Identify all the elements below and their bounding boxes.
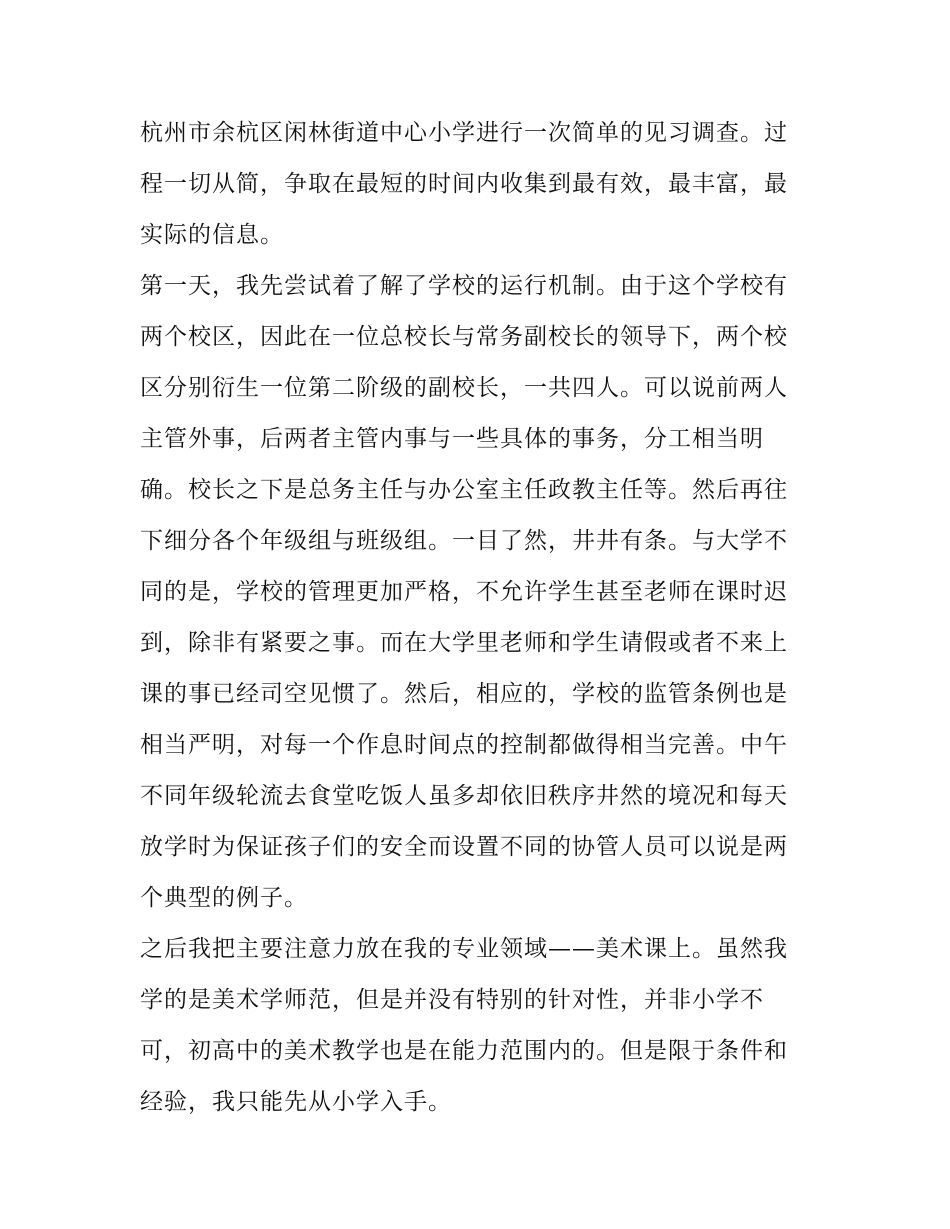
text-line: 程一切从简，争取在最短的时间内收集到最有效，最丰富，最 <box>140 171 788 197</box>
text-line: 相当严明，对每一个作息时间点的控制都做得相当完善。中午 <box>140 732 788 758</box>
text-line: 学的是美术学师范，但是并没有特别的针对性，并非小学不 <box>140 987 764 1013</box>
paragraph-first-day <box>140 261 820 924</box>
text-line: 不同年级轮流去食堂吃饭人虽多却依旧秩序井然的境况和每天 <box>140 783 788 809</box>
text-line: 主管外事，后两者主管内事与一些具体的事务，分工相当明 <box>140 426 764 452</box>
paragraph-intro <box>140 108 820 261</box>
text-line: 到，除非有紧要之事。而在大学里老师和学生请假或者不来上 <box>140 630 788 656</box>
text-line: 实际的信息。 <box>140 222 284 248</box>
text-line: 放学时为保证孩子们的安全而设置不同的协管人员可以说是两 <box>140 834 788 860</box>
paragraph-art-class <box>140 924 820 1128</box>
text-line: 个典型的例子。 <box>140 885 308 911</box>
text-line: 之后我把主要注意力放在我的专业领域——美术课上。虽然我 <box>140 936 788 962</box>
document-body <box>140 108 820 1128</box>
text-line: 杭州市余杭区闲林街道中心小学进行一次简单的见习调查。过 <box>140 120 788 146</box>
text-line: 经验，我只能先从小学入手。 <box>140 1089 452 1115</box>
text-line: 区分别衍生一位第二阶级的副校长，一共四人。可以说前两人 <box>140 375 788 401</box>
text-line: 课的事已经司空见惯了。然后，相应的，学校的监管条例也是 <box>140 681 788 707</box>
text-line: 第一天，我先尝试着了解了学校的运行机制。由于这个学校有 <box>140 273 788 299</box>
text-line: 下细分各个年级组与班级组。一目了然，井井有条。与大学不 <box>140 528 788 554</box>
text-line: 同的是，学校的管理更加严格，不允许学生甚至老师在课时迟 <box>140 579 788 605</box>
text-line: 可，初高中的美术教学也是在能力范围内的。但是限于条件和 <box>140 1038 788 1064</box>
text-line: 两个校区，因此在一位总校长与常务副校长的领导下，两个校 <box>140 324 788 350</box>
text-line: 确。校长之下是总务主任与办公室主任政教主任等。然后再往 <box>140 477 788 503</box>
